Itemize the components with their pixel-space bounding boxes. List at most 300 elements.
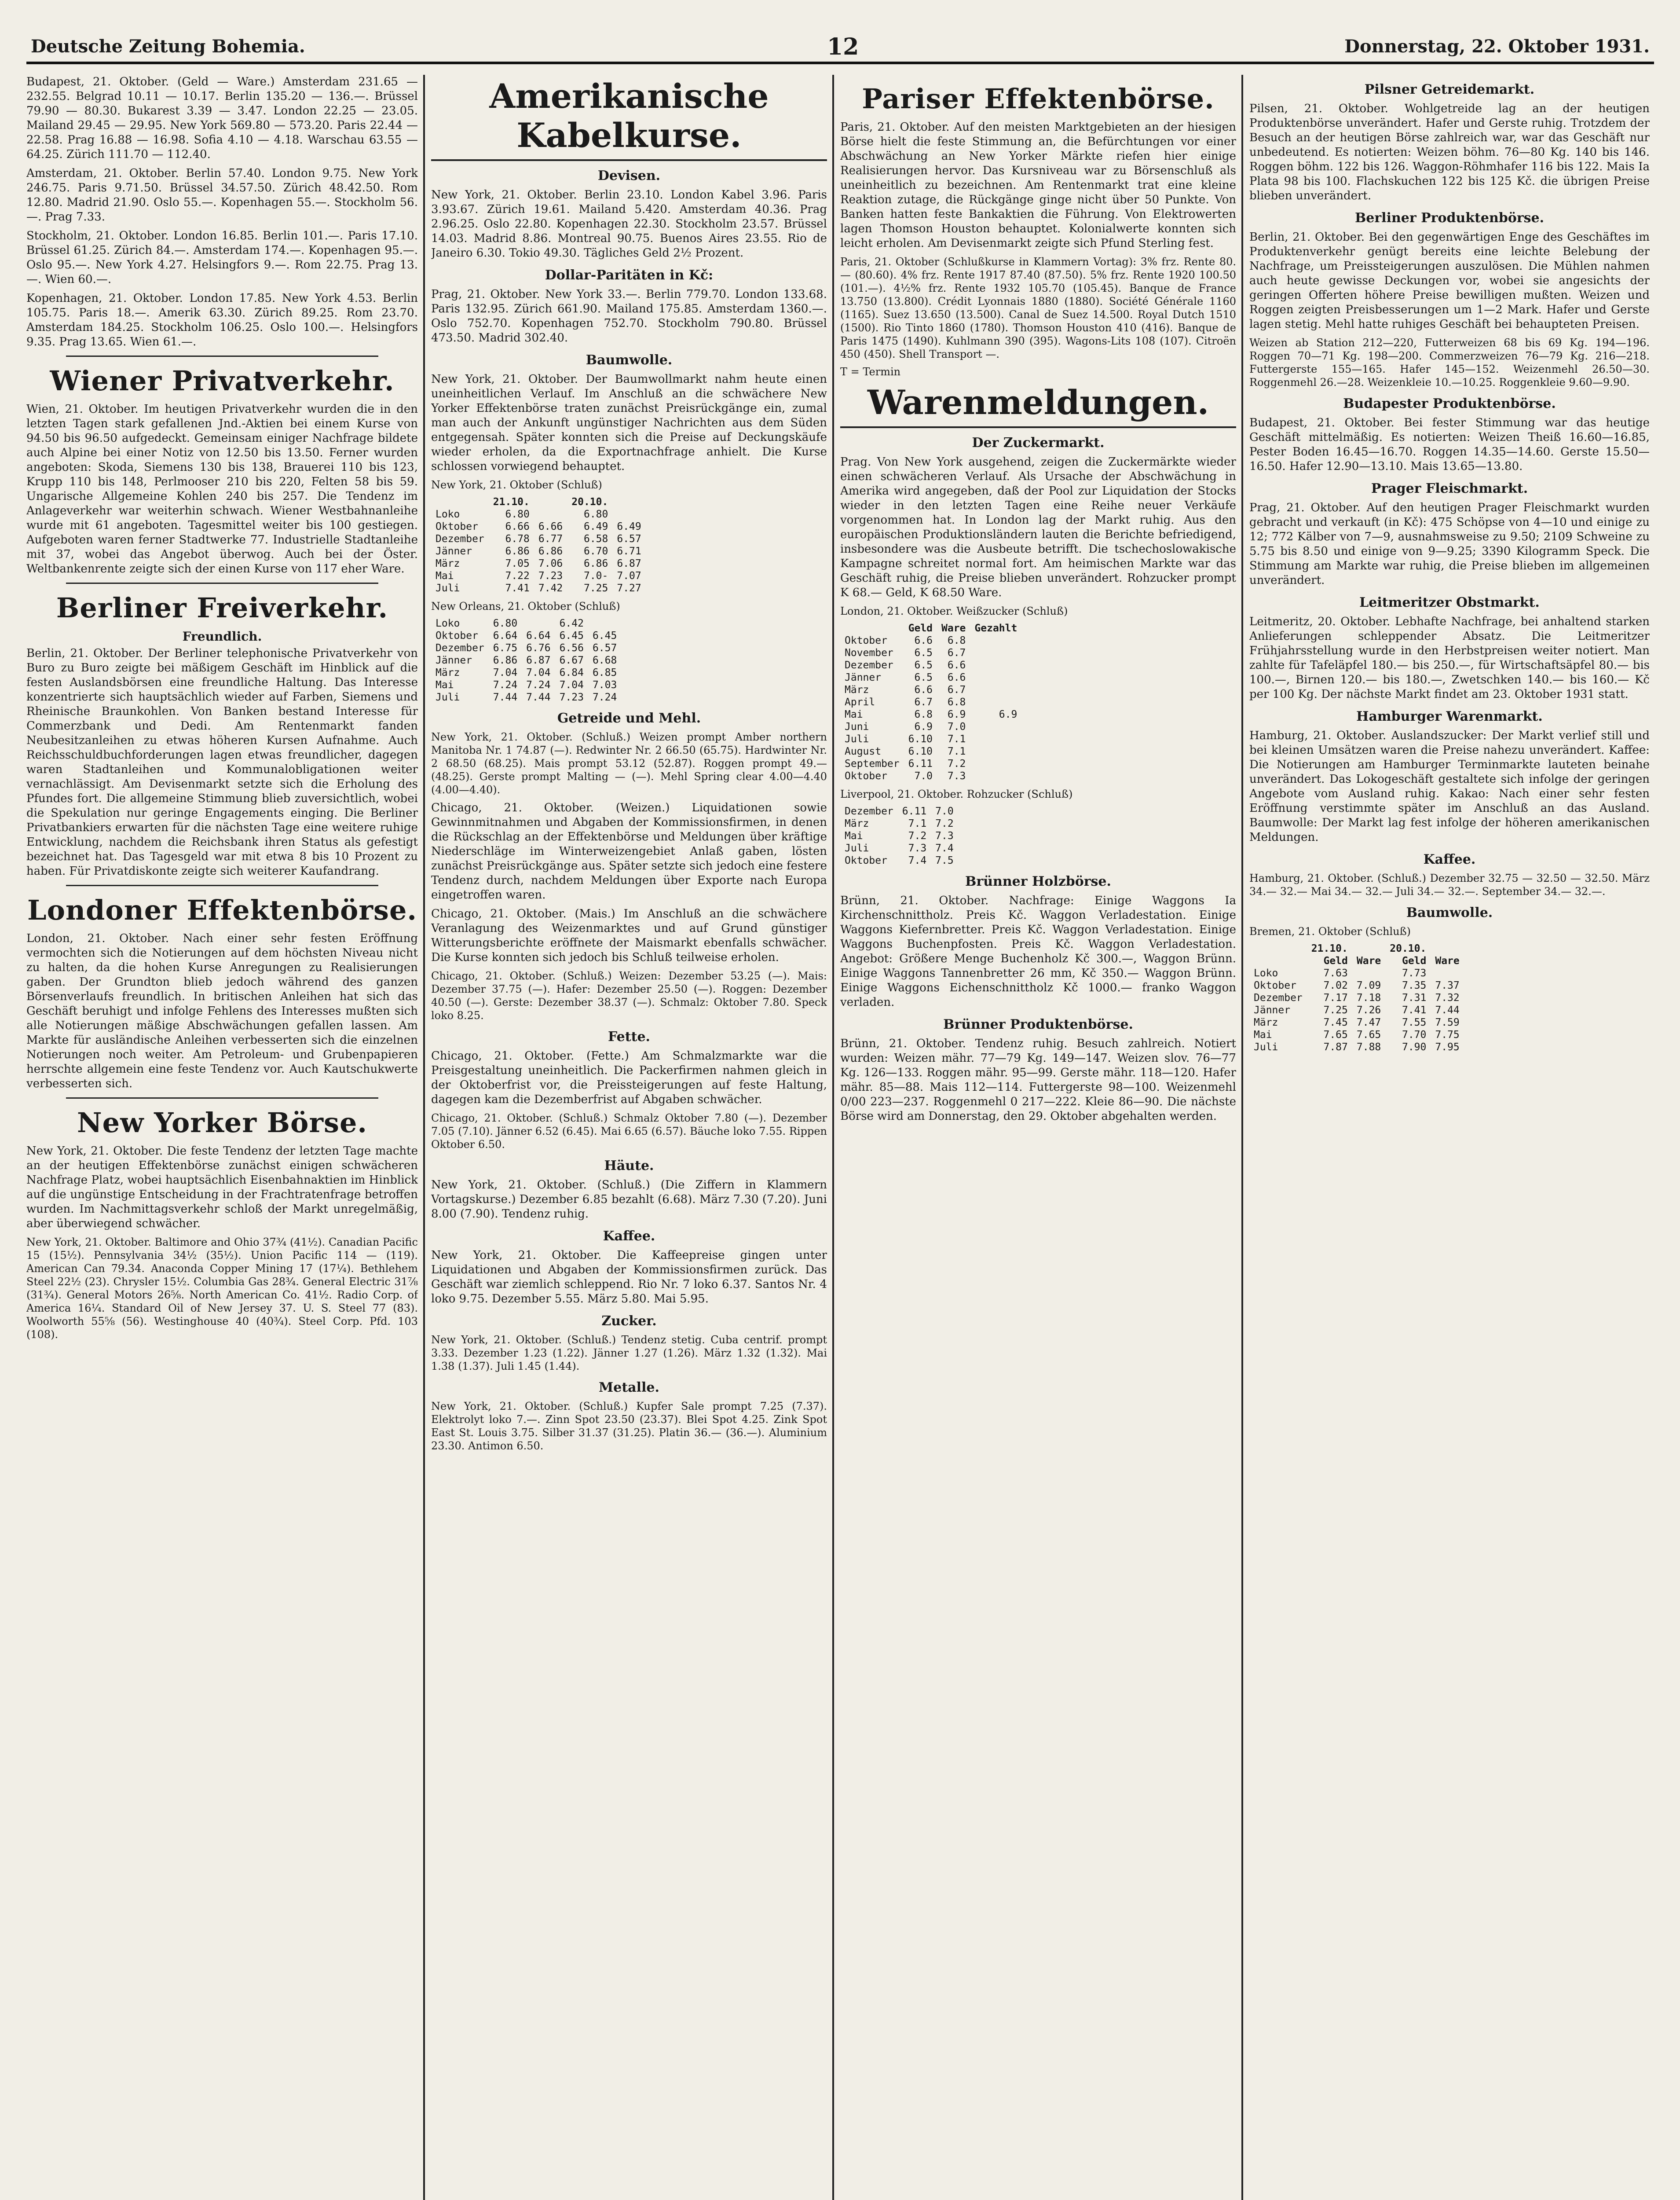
row-label: August [845,746,882,757]
table-header-row [840,622,1021,634]
table-header: Geld [908,623,933,634]
article-chicago-schluss: Chicago, 21. Oktober. (Schluß.) Weizen: Dezember 53.25 (—). Mais: Dezember 37.75 (—). Hafer: Dezember 25.50 (—). Roggen: Dezember 40.50 (—). Gerste: Dezember 38.37 (—). Schmalz: Oktober 7.80. Speck loko 8.25. [431,970,827,1022]
column-rule [832,75,834,2200]
table-cell: 7.18 [1356,992,1381,1004]
table-row [840,721,1021,733]
heading-devisen: Devisen. [597,168,661,183]
article-chicago-mais: Chicago, 21. Oktober. (Mais.) Im Anschluß an die schwächere Veranlagung des Weizenmarktes und auf Grund günstiger Witterungsberichte eröffnete der Maismarkt ebenfalls schwächer. Die Kurse konnten sich jedoch bis Schluß teilweise erholen. [431,907,827,964]
row-label: Juli [845,843,869,854]
table-cell: 6.87 [526,655,551,666]
table-row [840,647,1021,659]
table-header: Geld [1402,955,1427,967]
table-cell: 6.76 [526,642,551,654]
table-cell: 7.55 [1402,1017,1427,1028]
table-cell [958,805,967,818]
table-row [840,659,1021,671]
table-cell: 7.44 [1435,1005,1460,1016]
table-cell: 7.3 [908,843,927,854]
table-cell: 6.45 [559,630,584,642]
table-subheader-row [1249,955,1464,967]
table-cell: 7.1 [947,746,966,757]
table-row [1249,1029,1464,1041]
table-cell: 6.6 [947,660,966,671]
table-header [534,496,567,508]
quote-budapest: Budapest, 21. Oktober. (Geld — Ware.) Amsterdam 231.65 — 232.55. Belgrad 10.11 — 10.17. Berlin 135.20 — 136.—. Brüssel 79.90 — 80.30. Bukarest 3.39 — 3.47. London 22.25 — 23.05. Mailand 29.45 — 29.95. New York 569.80 — 573.20. Paris 22.44 — 22.58. Prag 16.88 — 16.98. Sofia 4.10 — 4.18. Warschau 63.55 — 64.25. Zürich 111.70 — 112.40. [26,75,418,161]
article-newyork: New York, 21. Oktober. Die feste Tendenz der letzten Tage machte an der heutigen Effektenbörse zunächst einigen schwächeren Nachfrage Platz, wobei hauptsächlich Eisenbahnaktien im Hinblick auf die ungünstige Entscheidung in der Frachtratenfrage betroffen wurden. Im Nachmittagsverkehr schloß der Markt unregelmäßig, aber überwiegend schwächer. [26,1144,418,1230]
table-row [431,508,646,521]
table-cell: 7.2 [908,830,927,842]
table-cell: 6.8 [914,709,933,720]
table-header: 20.10. [571,496,608,508]
table-cell: 7.0- [583,570,608,582]
table-header [431,496,489,508]
table-cell: 7.1 [908,818,927,829]
table-cell: 7.4 [908,855,927,866]
heading-zuckermarkt: Der Zuckermarkt. [972,435,1105,451]
article-berliner: Berlin, 21. Oktober. Der Berliner telephonische Privatverkehr von Buro zu Buro zeigte bei mäßigem Geschäft im Hinblick auf die festen Auslandsbörsen eine freundliche Haltung. Das Interesse konzentrierte sich hauptsächlich wieder auf Farben, Siemens und Rheinische Braunkohlen. Von Banken bestand Interesse für Commerzbank und Dedi. Am Rentenmarkt fanden Neubesitzanleihen zu etwas höheren Kursen Aufnahme. Auch Reichsschuldbuchforderungen lagen etwas freundlicher, dagegen waren Stadtanleihen und Kommunalobligationen weiter vernachlässigt. Am Devisenmarkt setzte sich die Erholung des Pfundes fort. Die allgemeine Stimmung blieb zuversichtlich, wobei die Spekulation nur geringe Engagements einging. Die Berliner Privatbankiers erwarten für die nächsten Tage eine weitere ruhige Entwicklung, nachdem die Reichsbank ihren Status als gefestigt bezeichnet hat. Das Tagesgeld war mit etwa 8 bis 10 Prozent zu haben. Für Privatdiskonte zeigte sich weiterer Kaufandrang. [26,647,418,878]
quote-amsterdam: Amsterdam, 21. Oktober. Berlin 57.40. London 9.75. New York 246.75. Paris 9.71.50. Brüssel 34.57.50. Zürich 48.42.50. Rom 12.80. Madrid 21.90. Oslo 55.—. Kopenhagen 55.—. Stockholm 56.—. Prag 7.33. [26,167,418,224]
table-cell: 7.87 [1323,1041,1348,1053]
table-header [1249,955,1307,967]
heading-leitmeritzer: Leitmeritzer Obstmarkt. [1359,595,1540,610]
column-3 [840,75,1236,2200]
table-row [431,679,621,691]
table-cell: 7.44 [526,692,551,703]
table-cell: 7.2 [935,818,954,829]
table-row [431,642,621,654]
heading-kaffee: Kaffee. [603,1228,655,1244]
article-fette-schluss: Chicago, 21. Oktober. (Schluß.) Schmalz Oktober 7.80 (—). Dezember 7.05 (7.10). Jänner 6.52 (6.45). Mai 6.65 (6.57). Bäuche loko 7.55. Rippen Oktober 6.50. [431,1112,827,1151]
table-cell: 7.75 [1435,1029,1460,1041]
table-cell: 6.8 [947,697,966,708]
article-paritaeten: Prag, 21. Oktober. New York 33.—. Berlin 779.70. London 133.68. Paris 132.95. Zürich 661.90. Mailand 175.85. Amsterdam 1360.—. Oslo 752.70. Kopenhagen 752.70. Stockholm 790.80. Brüssel 473.50. Madrid 302.40. [431,288,827,345]
table-cell [970,770,1021,782]
table-cell: 6.7 [947,684,966,696]
table-cell: 6.66 [505,521,530,532]
bremen-title: Bremen, 21. Oktober (Schluß) [1249,925,1411,938]
table-row [431,521,646,533]
table-row [1249,967,1464,979]
row-label: Juli [436,692,460,703]
table-cell: 6.6 [947,672,966,683]
table-cell: 6.86 [538,546,563,557]
article-prager: Prag, 21. Oktober. Auf den heutigen Prager Fleischmarkt wurden gebracht und verkauft (in Kč): 475 Schöpse von 4—10 und einige zu 12; 772 Kälber von 7—9, ausnahmsweise zu 9.50; 2109 Schweine zu 5.75 bis 8.50 und einige von 9—9.25; 3390 Kilogramm Speck. Die Stimmung am Markte war ruhig, die Preise blieben im allgemeinen unverändert. [1249,501,1650,587]
table-cell: 7.47 [1356,1017,1381,1028]
table-cell: 6.71 [617,546,641,557]
divider [66,583,378,584]
table-cell: 6.45 [592,630,617,642]
row-label: April [845,697,875,708]
table-cell: 7.17 [1323,992,1348,1004]
table-header [1249,942,1307,955]
row-label: März [436,667,460,678]
table-cell: 6.6 [914,635,933,646]
liverpool-sugar-table [840,805,967,867]
table-header: Gezahlt [974,623,1018,634]
table-row [840,818,967,830]
article-london: London, 21. Oktober. Nach einer sehr festen Eröffnung vermochten sich die Notierungen auf dem höchsten Niveau nicht zu halten, da die hohen Kurse Anregungen zu Realisierungen gaben. Der Grundton blieb jedoch während des ganzen Börsenverlaufs freundlich. In britischen Anleihen hat sich das Geschäft beruhigt und infolge Fehlens des Interesses mußten sich alle Notierungen mäßige Abschwächungen gefallen lassen. Am Markte für ausländische Anleihen verbesserten sich die einzelnen Notierungen noch weiter. Am Petroleum- und Grubenpapieren herrschte allgemein eine feste Tendenz vor. Auch Kautschukwerte verbesserten sich. [26,932,418,1090]
table-row [431,667,621,679]
table-cell: 6.49 [617,521,641,532]
row-label: Oktober [845,770,887,782]
column-1 [26,75,418,2200]
table-row [1249,1004,1464,1016]
table-cell: 7.44 [493,692,518,703]
table-row [1249,979,1464,992]
heading-metalle: Metalle. [599,1380,659,1395]
table-cell: 6.42 [559,618,584,629]
heading-dollar-paritaeten: Dollar-Paritäten in Kč: [545,268,714,283]
table-cell: 6.49 [583,521,608,532]
table-cell: 6.87 [617,558,641,569]
table-cell: 7.02 [1323,980,1348,991]
heading-budapest: Budapester Produktenbörse. [1343,396,1556,411]
table-cell [1352,967,1385,979]
table-cell: 6.80 [583,509,608,520]
article-pariser: Paris, 21. Oktober. Auf den meisten Marktgebieten an der hiesigen Börse hielt die feste Stimmung an, die Befürchtungen vor einer Abschwächung an New Yorker Märkte riefen hier einige Realisierungen hervor. Das Kursniveau war zu Börsenschluß als uneinheitlich zu bezeichnen. Am Rentenmarkt trat eine kleine Reaktion zutage, die Rückgänge ginge nicht über 50 Punkte. Von Banken hatten feste Bankaktien die Führung. Von Elektrowerten lagen Thomson Houston behauptet. Kolonialwerte konnten sich leicht erholen. Am Devisenmarkt zeigte sich Pfund Sterling fest. [840,121,1236,250]
table-header: Ware [1356,955,1381,967]
row-label: Dezember [845,806,893,817]
table-row [431,545,646,557]
heading-produktenboerse: Brünner Produktenbörse. [943,1017,1133,1032]
cotton-table-neworleans [431,617,621,704]
table-cell [958,830,967,842]
table-cell: 6.11 [902,806,927,817]
row-label: Juli [436,583,460,594]
row-label: Loko [1254,968,1278,979]
row-label: Dezember [845,660,893,671]
article-fette: Chicago, 21. Oktober. (Fette.) Am Schmalzmarkte war die Preisgestaltung uneinheitlich. Die Packerfirmen nahmen gleich in der Oktoberfrist vor, die Preissteigerungen auf feste Haltung, dagegen kam die Dezemberfrist auf Abgaben schwächer. [431,1049,827,1106]
heading-kaffee: Kaffee. [1423,852,1476,867]
table-cell [970,671,1021,684]
table-cell [970,721,1021,733]
table-cell: 6.75 [493,642,518,654]
table-row [840,684,1021,696]
table-cell: 7.63 [1323,968,1348,979]
table-row [431,630,621,642]
kaffee-quotes: Hamburg, 21. Oktober. (Schluß.) Dezember 32.75 — 32.50 — 32.50. März 34.— 32.— Mai 34.— 32.— Juli 34.— 32.—. September 34.— 32.—. [1249,872,1650,898]
table-row [840,745,1021,758]
article-holzboerse: Brünn, 21. Oktober. Nachfrage: Einige Waggons Ia Kirchenschnittholz. Preis Kč. Waggon Verladestation. Einige Waggons Kiefernbretter. Preis Kč. Waggon Verladestation. Einige Waggons Buchenpfosten. Preis Kč. Waggon Verladestation. Angebot: Größere Menge Buchenholz Kč 300.—, Waggon Brünn. Einige Waggons Tannenbretter 26 mm, Kč 350.— Waggon Brünn. Einige Waggons Eichenschnittholz Kč 1000.— franko Waggon verladen. [840,894,1236,1009]
table-cell: 7.03 [592,679,617,691]
table-cell [970,634,1021,647]
row-label: März [845,684,869,696]
column-4 [1249,75,1650,2200]
article-metalle: New York, 21. Oktober. (Schluß.) Kupfer Sale prompt 7.25 (7.37). Elektrolyt loko 7.—. Zinn Spot 23.50 (23.37). Blei Spot 4.25. Zink Spot East St. Louis 3.75. Silber 31.37 (31.25). Platin 36.— (36.—). Aluminium 23.30. Antimon 6.50. [431,1400,827,1452]
table-cell: 6.86 [505,546,530,557]
table-cell: 6.9 [947,709,966,720]
heading-haeute: Häute. [604,1158,654,1173]
table-header [1352,942,1385,955]
table-cell: 7.70 [1402,1029,1427,1041]
table-cell: 7.41 [1402,1005,1427,1016]
table-cell: 7.04 [526,667,551,678]
divider [66,885,378,886]
row-label: Loko [436,618,460,629]
table-cell: 6.10 [908,733,933,745]
table-cell: 6.80 [505,509,530,520]
table-row [840,830,967,842]
table-cell: 7.88 [1356,1041,1381,1053]
divider [66,356,378,357]
article-leitmeritzer: Leitmeritz, 20. Oktober. Lebhafte Nachfrage, bei anhaltend starken Anlieferungen schleppender Absatz. Die Leitmeritzer Frühjahrsstellung wurde in den Herbstpreisen weiter notiert. Man zahlte für Tafeläpfel 180.— bis 250.—, für Wirtschaftsäpfel 80.— bis 100.—, Birnen 120.— bis 180.—, Zwetschken 140.— bis 160.— Kč per 100 Kg. Der nächste Markt findet am 23. Oktober 1931 statt. [1249,615,1650,701]
table-cell: 7.07 [617,570,641,582]
table-cell [588,617,621,630]
table-row [840,854,967,867]
table-cell: 6.78 [505,533,530,545]
masthead-date: Donnerstag, 22. Oktober 1931. [1344,36,1650,57]
table-cell: 6.64 [493,630,518,642]
row-label: März [436,558,460,569]
table-header: Geld [1323,955,1348,967]
table-row [431,582,646,594]
table-cell: 6.58 [583,533,608,545]
article-berliner-produkten: Berlin, 21. Oktober. Bei den gegenwärtigen Enge des Geschäftes im Produktenverkehr genügt bereits eine leichte Belebung der Nachfrage, um Preissteigerungen auszulösen. Die Mühlen nahmen auch heute gewisse Deckungen vor, wobei sie angesichts der geringen Offerten höhere Preise bewilligen mußten. Weizen und Roggen zeigten Preisbesserungen um 1—2 Mark. Hafer und Gerste lagen stetig. Mehl hatte ruhiges Geschäft bei behaupteten Preisen. [1249,231,1650,331]
table-cell: 7.3 [947,770,966,782]
article-zuckermarkt: Prag. Von New York ausgehend, zeigen die Zuckermärkte wieder einen schwächeren Verlauf. Als Ursache der Abschwächung in Amerika wird angegeben, daß der Pool zur Liquidation der Stocks wieder in den letzten Tagen eine Reihe neuer Verkäufe vorgenommen hat. In London lag der Markt ruhig. Aus den europäischen Produktionsländern lauten die Berichte befriedigend, insbesondere was die Ausbeute betrifft. Die tschechoslowakische Kampagne schreitet normal fort. Am heimischen Markte war das Geschäft ruhig, die Preise blieben unverändert. Rohzucker prompt K 68.— Geld, K 68.50 Ware. [840,455,1236,599]
table-cell: 7.05 [505,558,530,569]
table-header: Ware [941,623,966,634]
article-devisen: New York, 21. Oktober. Berlin 23.10. London Kabel 3.96. Paris 3.93.67. Zürich 19.61. Mailand 5.420. Amsterdam 40.36. Prag 2.96.25. Oslo 22.80. Kopenhagen 22.30. Stockholm 23.57. Brüssel 14.03. Madrid 8.86. Montreal 90.75. Buenos Aires 23.55. Rio de Janeiro 6.30. Tokio 49.30. Tägliches Geld 2½ Prozent. [431,188,827,260]
article-chicago-weizen: Chicago, 21. Oktober. (Weizen.) Liquidationen sowie Gewinnmitnahmen und Abgaben der Kommissionsfirmen, in denen die Rückschlag an der Effektenbörse und Meldungen über kräftige Niederschläge im Winterweizengebiet Anlaß gaben, lösten zunächst Preisrückgänge aus. Später setzte sich jedoch eine festere Tendenz durch, nachdem Meldungen über Exporte nach Europa eingetroffen waren. [431,801,827,902]
heading-zucker: Zucker. [601,1313,657,1329]
heading-prager-fleischmarkt: Prager Fleischmarkt. [1371,481,1528,496]
stock-list: New York, 21. Oktober. Baltimore and Ohio 37¾ (41½). Canadian Pacific 15 (15½). Pennsylvania 34½ (35½). Union Pacific 114 — (119). American Can 79.34. Anaconda Copper Mining 17 (17¼). Bethlehem Steel 22½ (23). Chrysler 15½. Columbia Gas 28¾. General Electric 31⅞ (31¾). General Motors 26⅝. North American Co. 41½. Radio Corp. of America 16¼. Standard Oil of New Jersey 37. U. S. Steel 77 (83). Woolworth 55⅝ (56). Westinghouse 40 (40¾). Steel Corp. Pfd. 103 (108). [26,1236,418,1341]
paris-note: T = Termin [840,366,901,378]
table-row [431,654,621,667]
row-label: Oktober [436,521,478,532]
table-cell: 6.9 [999,709,1018,720]
divider [66,1097,378,1099]
table-cell: 7.31 [1402,992,1427,1004]
quote-kopenhagen: Kopenhagen, 21. Oktober. London 17.85. New York 4.53. Berlin 105.75. Paris 18.—. Amerik 63.30. Zürich 89.25. Rom 23.70. Amsterdam 184.25. Stockholm 106.25. Oslo 100.—. Helsingfors 9.35. Prag 13.65. Wien 61.—. [26,292,418,348]
table-header [840,622,904,634]
table-cell: 6.70 [583,546,608,557]
table-cell: 6.77 [538,533,563,545]
page-number: 12 [827,33,859,60]
table-row [840,708,1021,721]
table-cell [958,854,967,867]
table-row [840,758,1021,770]
heading-hamburger: Hamburger Warenmarkt. [1356,709,1543,724]
article-kaffee: New York, 21. Oktober. Die Kaffeepreise gingen unter Liquidationen und Abgaben der Kommissionsfirmen zurück. Das Geschäft war ziemlich schleppend. Rio Nr. 7 loko 6.37. Santos Nr. 4 loko 9.75. Dezember 5.55. März 5.80. Mai 5.95. [431,1249,827,1305]
table-cell: 6.80 [493,618,518,629]
heading-berliner-freiverkehr: Berliner Freiverkehr. [56,592,388,624]
row-label: Juli [845,733,869,745]
row-label: November [845,647,893,659]
table-cell: 7.65 [1356,1029,1381,1041]
table-cell [1431,967,1464,979]
table-cell [612,508,645,521]
table-row [840,696,1021,708]
table-cell [970,745,1021,758]
table-cell: 7.59 [1435,1017,1460,1028]
table-cell: 6.5 [914,647,933,659]
table-cell: 7.26 [1356,1005,1381,1016]
banner-kabelkurse: Amerikanische Kabelkurse. [431,77,827,161]
heading-pariser-effektenboerse: Pariser Effektenbörse. [862,83,1215,115]
table-row [840,733,1021,745]
subheading-freundlich: Freundlich. [182,629,262,644]
table-cell [970,647,1021,659]
table-cell [970,758,1021,770]
table-cell: 6.57 [592,642,617,654]
table-cell: 7.0 [935,806,954,817]
table-row [840,634,1021,647]
berlin-price-list: Weizen ab Station 212—220, Futterweizen 68 bis 69 Kg. 194—196. Roggen 70—71 Kg. 198—200. Commerzweizen 76—79 Kg. 216—218. Futtergerste 155—165. Hafer 145—152. Weizenmehl 26.50—30. Roggenmehl 26.—28. Weizenkleie 10.—10.25. Roggenkleie 9.60—9.90. [1249,337,1650,389]
table-cell: 7.35 [1402,980,1427,991]
column-rule [423,75,425,2200]
table-cell: 7.24 [493,679,518,691]
row-label: September [845,758,900,770]
row-label: Jänner [436,546,472,557]
bremen-cotton-table [1249,942,1464,1053]
heading-pilsner: Pilsner Getreidemarkt. [1364,82,1535,97]
row-label: März [1254,1017,1278,1028]
heading-getreide: Getreide und Mehl. [557,711,701,726]
article-wiener: Wien, 21. Oktober. Im heutigen Privatverkehr wurden die in den letzten Tagen stark gefallenen Jnd.-Aktien bei einem Kurse von 94.50 bis 96.50 aufgedeckt. Gemeinsam einiger Nachfrage bildete auch Alpine bei einer Notiz von 12.50 bis 13.50. Ferner wurden angeboten: Skoda, Siemens 130 bis 138, Brauerei 110 bis 123, Krupp 110 bis 148, Perlmooser 210 bis 220, Felten 58 bis 59. Ungarische Allgemeine Kohlen 240 bis 257. Die Tendenz im Anlageverkehr war weiterhin schwach. Wiener Westbahnanleihe wurde mit 61 angeboten. Tagesmittel weiter bis 100 gestiegen. Aufgeboten waren ferner Stadtwerke 77. Industrielle Stadtanleihe mit 37, wobei das Angebot überwog. Auch bei der Öster. Weltbankenrente zeigte sich der einen Kurse von 117 eher Ware. [26,403,418,576]
article-baumwolle: New York, 21. Oktober. Der Baumwollmarkt nahm heute einen uneinheitlichen Verlauf. Im Anschluß an die schwächere New Yorker Effektenbörse traten zunächst Preisrückgänge ein, zumal man auch der Ankunft ungünstiger Nachrichten aus dem Süden entgegensah. Später konnten sich die Preise auf Deckungskäufe wieder erholen, da die Exportnachfrage anhielt. Die Kurse schlossen vorwiegend behauptet. [431,373,827,473]
table-row [431,570,646,582]
cotton2-table-title: New Orleans, 21. Oktober (Schluß) [431,600,620,612]
article-pilsner: Pilsen, 21. Oktober. Wohlgetreide lag an der heutigen Produktenbörse unverändert. Hafer und Gerste ruhig. Trotzdem der Besuch an der heutigen Börse zahlreich war, war das Geschäft nur unbedeutend. Es notierten: Weizen böhm. 76—80 Kg. 140 bis 146. Roggen böhm. 122 bis 126. Waggon-Röhmhafer 116 bis 122. Mais Ia Plata 98 bis 100. Flachskuchen 122 bis 125 Kč. die übrigen Preise blieben unverändert. [1249,102,1650,202]
table-row [431,557,646,570]
row-label: Jänner [845,672,882,683]
table-cell [534,508,567,521]
article-budapest: Budapest, 21. Oktober. Bei fester Stimmung war das heutige Geschäft mittelmäßig. Es notierten: Weizen Theiß 16.60—16.85, Pester Boden 16.45—16.70. Roggen 14.35—14.60. Gerste 15.50—16.50. Hafer 12.90—13.10. Mais 13.65—13.80. [1249,416,1650,473]
table-cell: 6.7 [914,697,933,708]
table-cell: 6.9 [914,721,933,733]
table-row [1249,992,1464,1004]
table-cell: 6.7 [947,647,966,659]
table-cell: 7.06 [538,558,563,569]
table-cell: 7.23 [538,570,563,582]
table-cell: 7.5 [935,855,954,866]
london-sugar-title: London, 21. Oktober. Weißzucker (Schluß) [840,605,1068,617]
table-cell: 7.04 [493,667,518,678]
table-header-row [431,496,646,508]
banner-warenmeldungen: Warenmeldungen. [840,383,1236,428]
table-cell: 7.4 [935,843,954,854]
table-cell: 7.2 [947,758,966,770]
table-row [840,770,1021,782]
table-body [840,634,1021,782]
table-cell: 7.3 [935,830,954,842]
table-cell: 6.68 [592,655,617,666]
table-row [840,805,967,818]
table-cell: 7.24 [526,679,551,691]
heading-baumwolle: Baumwolle. [1406,905,1493,920]
row-label: Juni [845,721,869,733]
table-cell [970,684,1021,696]
table-cell: 6.6 [914,684,933,696]
table-cell: 7.25 [1323,1005,1348,1016]
table-cell: 7.0 [914,770,933,782]
table-body [431,508,646,594]
table-header: 21.10. [493,496,530,508]
table-header [1431,942,1464,955]
table-cell: 6.86 [493,655,518,666]
table-cell: 7.25 [583,583,608,594]
table-cell [958,818,967,830]
row-label: Jänner [436,655,472,666]
cotton-table-newyork [431,496,646,594]
table-cell: 7.42 [538,583,563,594]
table-cell: 7.73 [1402,968,1427,979]
table-cell: 6.84 [559,667,584,678]
table-cell: 7.0 [947,721,966,733]
table-cell: 7.09 [1356,980,1381,991]
table-cell: 6.10 [908,746,933,757]
heading-baumwolle: Baumwolle. [586,352,673,368]
liverpool-sugar-title: Liverpool, 21. Oktober. Rohzucker (Schluß) [840,788,1073,800]
table-cell: 7.24 [592,692,617,703]
table-cell: 7.41 [505,583,530,594]
table-cell: 7.22 [505,570,530,582]
table-header-row [1249,942,1464,955]
table-row [840,842,967,854]
heading-wiener-privatverkehr: Wiener Privatverkehr. [50,365,395,397]
quote-stockholm: Stockholm, 21. Oktober. London 16.85. Berlin 101.—. Paris 17.10. Brüssel 61.25. Zürich 84.—. Amsterdam 174.—. Kopenhagen 95.—. Oslo 95.—. New York 4.27. Helsingfors 9.—. Rom 22.75. Prag 13.—. Wien 60.—. [26,229,418,286]
table-cell: 7.95 [1435,1041,1460,1053]
heading-berliner-produktenboerse: Berliner Produktenbörse. [1354,210,1545,226]
table-cell: 7.32 [1435,992,1460,1004]
row-label: Dezember [1254,992,1303,1004]
table-body [1249,967,1464,1053]
table-header: 21.10. [1311,943,1348,954]
heading-fette: Fette. [608,1029,650,1045]
row-label: Dezember [436,642,484,654]
article-zucker: New York, 21. Oktober. (Schluß.) Tendenz stetig. Cuba centrif. prompt 3.33. Dezember 1.23 (1.22). Jänner 1.27 (1.26). März 1.32 (1.32). Mai 1.38 (1.37). Juli 1.45 (1.44). [431,1334,827,1372]
table-header [612,496,645,508]
row-label: Oktober [436,630,478,642]
table-cell: 6.11 [908,758,933,770]
table-cell: 7.04 [559,679,584,691]
heading-new-yorker-boerse: New Yorker Börse. [77,1107,367,1139]
table-cell: 6.86 [583,558,608,569]
table-cell: 6.85 [592,667,617,678]
row-label: Loko [436,509,460,520]
table-row [431,617,621,630]
row-label: Juli [1254,1041,1278,1053]
table-cell [970,659,1021,671]
row-label: Dezember [436,533,484,545]
table-cell [522,617,555,630]
table-cell: 7.1 [947,733,966,745]
heading-londoner-effektenboerse: Londoner Effektenbörse. [27,894,417,926]
row-label: Jänner [1254,1005,1291,1016]
table-cell [970,733,1021,745]
table-cell: 6.64 [526,630,551,642]
table-cell: 6.57 [617,533,641,545]
table-cell: 7.27 [617,583,641,594]
table-row [1249,1041,1464,1053]
table-header: 20.10. [1390,943,1427,954]
row-label: Mai [436,570,454,582]
london-sugar-table [840,622,1021,782]
paris-quote-list: Paris, 21. Oktober (Schlußkurse in Klammern Vortag): 3% frz. Rente 80.— (80.60). 4% frz. Rente 1917 87.40 (87.50). 5% frz. Rente 1920 100.50 (101.—). 4½% frz. Rente 1932 105.70 (105.45). Banque de France 13.750 (13.800). Crédit Lyonnais 1880 (1880). Société Générale 1160 (1165). Suez 13.650 (13.500). Canal de Suez 14.500. Royal Dutch 1510 (1500). Rio Tinto 1860 (1780). Thomson Houston 410 (416). Banque de Paris 1475 (1490). Kuhlmann 390 (395). Wagons-Lits 108 (107). Citroën 450 (450). Shell Transport —. [840,256,1236,360]
article-haeute: New York, 21. Oktober. (Schluß.) (Die Ziffern in Klammern Vortagskurse.) Dezember 6.85 bezahlt (6.68). März 7.30 (7.20). Juni 8.00 (7.90). Tendenz ruhig. [431,1178,827,1221]
table-cell: 6.67 [559,655,584,666]
table-cell: 6.5 [914,672,933,683]
table-row [1249,1016,1464,1029]
table-body [431,617,621,704]
row-label: März [845,818,869,829]
column-2 [431,75,827,2200]
heading-holzboerse: Brünner Holzbörse. [965,874,1111,889]
table-cell: 6.8 [947,635,966,646]
row-label: Mai [845,709,863,720]
